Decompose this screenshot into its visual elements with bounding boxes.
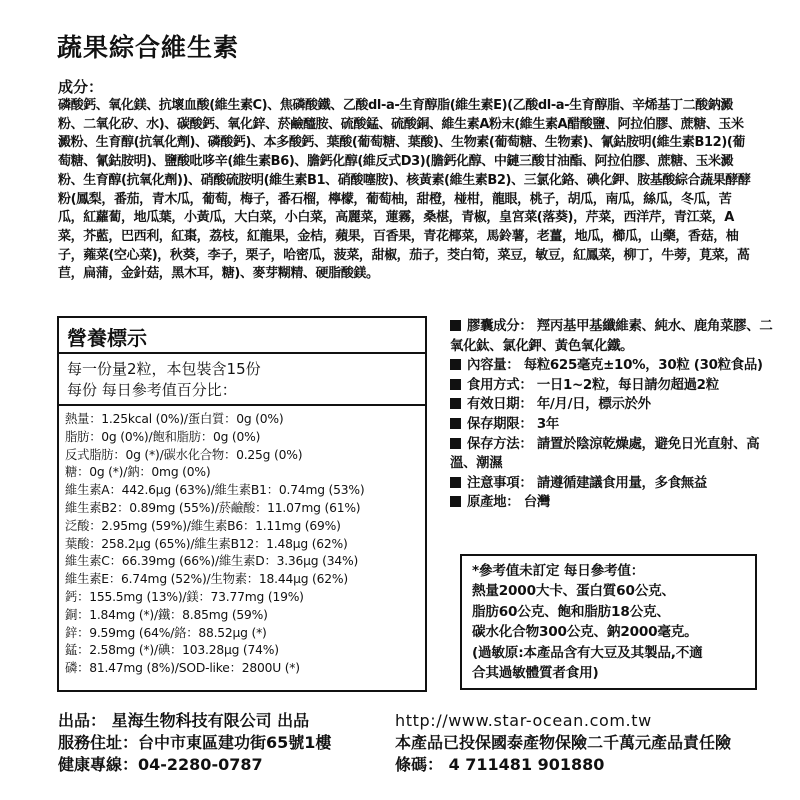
reference-line: 合其過敏體質者食用)	[472, 665, 599, 682]
reference-box	[460, 554, 757, 690]
square-bullet-icon	[450, 438, 461, 449]
reference-line: 脂肪60公克、飽和脂肪18公克、	[472, 603, 670, 620]
info-item-storage: 保存方法： 請置於陰涼乾燥處，避免日光直射、高溫、潮濕	[450, 436, 760, 472]
daily-value-line: 每份 每日參考值百分比：	[67, 381, 237, 399]
nutrition-rows	[59, 406, 425, 678]
nutrition-row: 維生素C：66.39mg (66%)/維生素D：3.36μg (34%)	[65, 554, 359, 569]
reference-line: (過敏原:本產品含有大豆及其製品,不適	[472, 644, 703, 661]
product-info-list	[450, 317, 776, 513]
nutrition-row: 維生素A：442.6μg (63%)/維生素B1：0.74mg (53%)	[65, 483, 365, 498]
ingredients-label: 成分：	[58, 78, 104, 96]
nutrition-facts-box	[57, 316, 427, 692]
website-url: http://www.star-ocean.com.tw	[395, 711, 652, 730]
info-item-caution: 注意事項： 請遵循建議食用量，多食無益	[450, 474, 776, 494]
footer-company-info	[58, 710, 331, 776]
square-bullet-icon	[450, 398, 461, 409]
square-bullet-icon	[450, 418, 461, 429]
nutrition-row: 磷：81.47mg (8%)/SOD-like：2800U (*)	[65, 661, 300, 676]
square-bullet-icon	[450, 496, 461, 507]
producer-line: 出品： 星海生物科技有限公司 出品	[58, 711, 310, 730]
info-item-content: 內容量： 每粒625毫克±10%，30粒 (30粒食品)	[450, 356, 776, 376]
footer-web-info	[395, 710, 731, 776]
nutrition-row: 脂肪：0g (0%)/飽和脂肪：0g (0%)	[65, 429, 261, 444]
phone-line: 健康專線：04-2280-0787	[58, 755, 263, 774]
ingredients-text: 磷酸鈣、氧化鎂、抗壞血酸(維生素C)、焦磷酸鐵、乙酸dl-a-生育醇脂(維生素E)(乙酸dl-a-生育醇脂、辛烯基丁二酸鈉澱粉、二氧化矽、水)、碳酸鈣、氧化鋅、菸鹼醯胺、硫酸錳、硫酸銅、維生素A粉末(維生素A醋酸鹽、阿拉伯膠、蔗糖、玉米澱粉、生育醇(抗氧化劑)、磷酸鈣)、本多酸鈣、葉酸(葡萄糖、葉酸)、生物素(葡萄糖、生物素)、氰鈷胺明(維生素B12)(葡萄糖、氰鈷胺明)、鹽酸吡哆辛(維生素B6)、膽鈣化醇(維反式D3)(膽鈣化醇、中鏈三酸甘油酯、阿拉伯膠、蔗糖、玉米澱粉、生育醇(抗氧化劑))、硝酸硫胺明(維生素B1、硝酸噻胺)、核黃素(維生素B2)、三氯化鉻、碘化鉀、胺基酸綜合蔬果酵酵粉(鳳梨，番茄，青木瓜，葡萄，梅子，番石榴，檸檬，葡萄柚，甜橙，椪柑，龍眼，桃子，胡瓜，南瓜，絲瓜，冬瓜，苦瓜，紅蘿蔔，地瓜葉，小黃瓜，大白菜，小白菜，高麗菜，蓮霧，桑椹，青椒，皇宮菜(落葵)，芹菜，西洋芹，青江菜，A菜，芥藍，巴西利，紅棗，荔枝，紅龍果，金桔，蘋果，百香果，青花椰菜，馬鈴薯，老薑，地瓜，櫛瓜，山藥，香菇，柚子，蕹菜(空心菜)，秋葵，李子，栗子，哈密瓜，菠菜，甜椒，茄子，茭白筍，菜豆，敏豆，紅鳳菜，柳丁，牛蒡，莧菜，萵苣，扁蒲，金針菇，黑木耳，糖)、麥芽糊精、硬脂酸鎂。	[58, 98, 751, 282]
barcode-line: 條碼： 4 711481 901880	[395, 755, 605, 774]
nutrition-serving	[59, 354, 425, 406]
nutrition-row: 錳：2.58mg (*)/碘：103.28μg (74%)	[65, 643, 279, 658]
nutrition-row: 鋅：9.59mg (64%/鉻：88.52μg (*)	[65, 625, 267, 640]
address-line: 服務住址：台中市東區建功街65號1樓	[58, 733, 332, 752]
nutrition-row: 糖：0g (*)/鈉：0mg (0%)	[65, 465, 211, 480]
nutrition-row: 反式脂肪：0g (*)/碳水化合物：0.25g (0%)	[65, 447, 303, 462]
info-item-usage: 食用方式： 一日1~2粒，每日請勿超過2粒	[450, 376, 776, 396]
nutrition-heading: 營養標示	[59, 318, 425, 354]
info-item-expiry: 有效日期： 年/月/日，標示於外	[450, 395, 776, 415]
nutrition-row: 鈣：155.5mg (13%)/鎂：73.77mg (19%)	[65, 589, 304, 604]
insurance-line: 本產品已投保國泰產物保險二千萬元產品責任險	[395, 733, 732, 752]
square-bullet-icon	[450, 379, 461, 390]
square-bullet-icon	[450, 320, 461, 331]
nutrition-row: 泛酸：2.95mg (59%)/維生素B6：1.11mg (69%)	[65, 518, 341, 533]
product-title: 蔬果綜合維生素	[57, 33, 240, 62]
reference-line: *參考值未訂定 每日參考值：	[472, 563, 645, 579]
serving-size-line: 每一份量2粒，本包裝含15份	[67, 360, 261, 378]
nutrition-row: 熱量：1.25kcal (0%)/蛋白質：0g (0%)	[65, 412, 284, 426]
info-item-capsule: 膠囊成分： 羥丙基甲基纖維素、純水、鹿角菜膠、二氧化鈦、氯化鉀、黃色氧化鐵。	[450, 319, 773, 354]
nutrition-row: 維生素E：6.74mg (52%)/生物素：18.44μg (62%)	[65, 572, 348, 587]
reference-line: 碳水化合物300公克、鈉2000毫克。	[472, 624, 698, 641]
nutrition-row: 葉酸：258.2μg (65%)/維生素B12：1.48μg (62%)	[65, 536, 348, 551]
reference-line: 熱量2000大卡、蛋白質60公克、	[472, 583, 675, 600]
info-item-shelf-life: 保存期限： 3年	[450, 415, 776, 435]
info-item-origin: 原產地： 台灣	[450, 493, 776, 513]
square-bullet-icon	[450, 477, 461, 488]
nutrition-row: 維生素B2：0.89mg (55%)/菸鹼酸：11.07mg (61%)	[65, 500, 361, 515]
square-bullet-icon	[450, 359, 461, 370]
nutrition-row: 銅：1.84mg (*)/鐵：8.85mg (59%)	[65, 607, 268, 622]
